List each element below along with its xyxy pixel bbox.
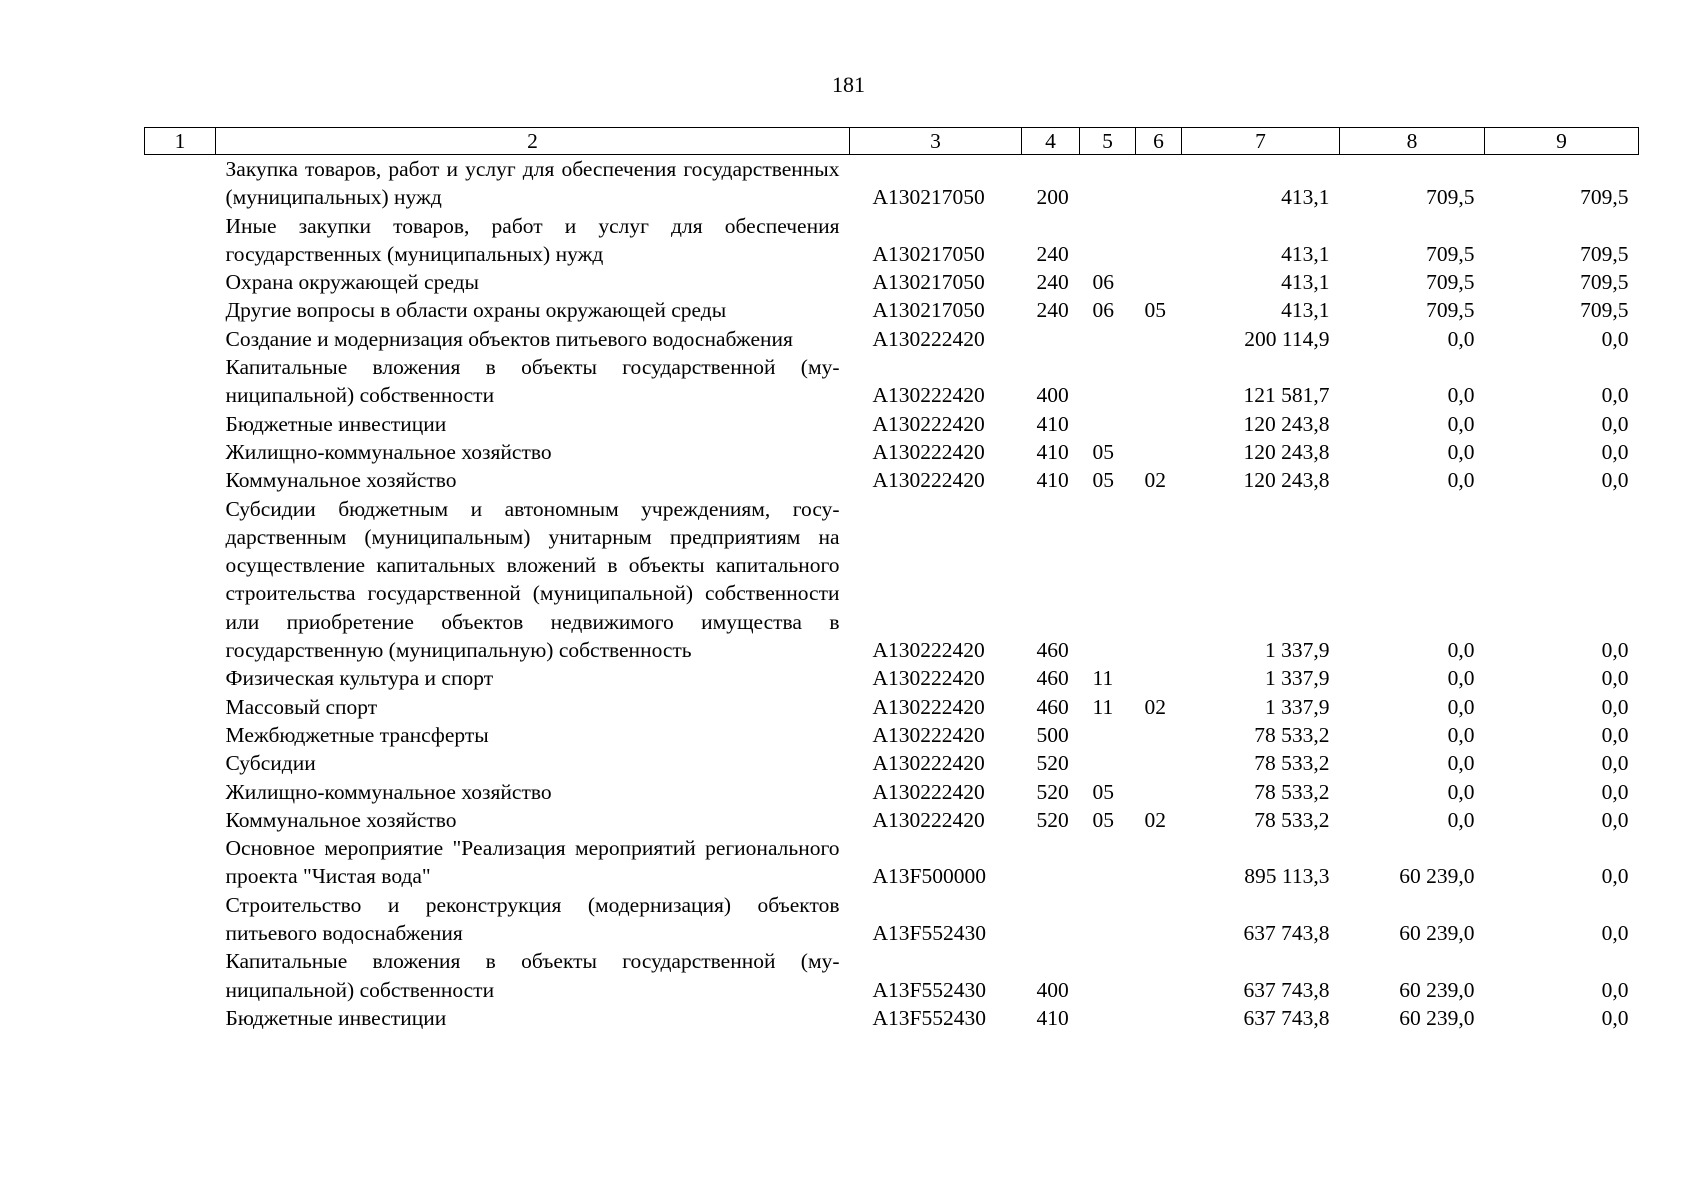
row-amount-year-1: 78 533,2 (1254, 779, 1330, 804)
row-subsection (1136, 834, 1182, 891)
column-header: 3 (850, 128, 1022, 155)
row-amount-year-1: 78 533,2 (1254, 722, 1330, 747)
row-amount-year-2: 0,0 (1447, 383, 1475, 408)
row-subsection (1136, 268, 1182, 296)
row-amount-year-1: 1 337,9 (1265, 694, 1330, 719)
row-empty-cell (145, 410, 216, 438)
row-expense-type: 400 (1036, 383, 1069, 408)
row-amount-year-1: 121 581,7 (1243, 383, 1330, 408)
column-header: 4 (1022, 128, 1080, 155)
budget-table (144, 127, 1639, 1032)
row-subsection: 02 (1144, 468, 1166, 493)
row-amount-year-2: 0,0 (1447, 638, 1475, 663)
row-amount-year-1: 895 113,3 (1244, 864, 1330, 889)
row-section: 06 (1092, 270, 1114, 295)
row-amount-year-2: 0,0 (1447, 326, 1475, 351)
row-empty-cell (145, 296, 216, 324)
column-header: 5 (1080, 128, 1136, 155)
row-amount-year-1: 413,1 (1281, 270, 1330, 295)
column-header: 7 (1182, 128, 1340, 155)
row-code: А130222420 (872, 383, 985, 408)
table-row (145, 749, 1639, 777)
row-amount-year-3: 709,5 (1580, 270, 1629, 295)
row-code: А130222420 (872, 751, 985, 776)
row-empty-cell (145, 778, 216, 806)
row-amount-year-3: 709,5 (1580, 298, 1629, 323)
row-amount-year-3: 0,0 (1601, 1005, 1629, 1030)
row-empty-cell (145, 947, 216, 1004)
row-empty-cell (145, 353, 216, 410)
column-header: 1 (145, 128, 216, 155)
row-code: А13F500000 (872, 864, 986, 889)
table-row (145, 664, 1639, 692)
row-amount-year-2: 709,5 (1426, 185, 1475, 210)
row-code: А130222420 (872, 411, 985, 436)
row-expense-type: 500 (1036, 722, 1069, 747)
row-subsection (1136, 1004, 1182, 1032)
row-section (1080, 495, 1136, 665)
row-amount-year-2: 0,0 (1447, 439, 1475, 464)
table-row (145, 721, 1639, 749)
row-expense-type: 520 (1036, 751, 1069, 776)
row-code: А13F552430 (872, 1005, 986, 1030)
row-amount-year-3: 0,0 (1601, 977, 1629, 1002)
row-code: А130222420 (872, 326, 985, 351)
row-code: А130217050 (872, 270, 985, 295)
row-code: А130222420 (872, 779, 985, 804)
row-subsection (1136, 891, 1182, 948)
row-name: Физическая культура и спорт (225, 666, 494, 691)
row-amount-year-3: 0,0 (1601, 638, 1629, 663)
row-amount-year-3: 0,0 (1601, 807, 1629, 832)
row-subsection (1136, 212, 1182, 269)
row-expense-type: 410 (1036, 411, 1069, 436)
row-code: А13F552430 (872, 921, 986, 946)
row-amount-year-3: 0,0 (1601, 439, 1629, 464)
row-code: А130222420 (872, 807, 985, 832)
row-code: А130222420 (872, 439, 985, 464)
row-amount-year-2: 709,5 (1426, 241, 1475, 266)
row-amount-year-2: 0,0 (1447, 779, 1475, 804)
row-amount-year-3: 709,5 (1580, 241, 1629, 266)
row-empty-cell (145, 466, 216, 494)
row-name: Другие вопросы в области охраны окружающей среды (225, 298, 727, 323)
table-row (145, 834, 1639, 891)
row-empty-cell (145, 806, 216, 834)
row-name: Капитальные вложения в объекты государственной (муниципальной) собственности (225, 949, 840, 1002)
row-section (1080, 1004, 1136, 1032)
table-row (145, 325, 1639, 353)
row-code: А130222420 (872, 666, 985, 691)
row-section (1080, 721, 1136, 749)
row-subsection (1136, 664, 1182, 692)
row-amount-year-3: 709,5 (1580, 185, 1629, 210)
row-empty-cell (145, 155, 216, 212)
row-name: Строительство и реконструкция (модернизация) объектов питьевого водоснабжения (225, 892, 840, 946)
row-code: А130222420 (872, 722, 985, 747)
row-name: Массовый спорт (225, 694, 378, 719)
table-header (145, 128, 1639, 155)
row-amount-year-1: 1 337,9 (1265, 638, 1330, 663)
row-amount-year-2: 60 239,0 (1399, 921, 1475, 946)
row-amount-year-1: 78 533,2 (1254, 751, 1330, 776)
row-amount-year-2: 0,0 (1447, 807, 1475, 832)
row-amount-year-2: 0,0 (1447, 694, 1475, 719)
row-expense-type: 460 (1036, 638, 1069, 663)
row-amount-year-1: 413,1 (1281, 185, 1330, 210)
row-amount-year-3: 0,0 (1601, 694, 1629, 719)
row-section: 05 (1092, 439, 1114, 464)
row-amount-year-3: 0,0 (1601, 864, 1629, 889)
row-amount-year-2: 0,0 (1447, 722, 1475, 747)
row-amount-year-1: 413,1 (1281, 241, 1330, 266)
row-code: А13F552430 (872, 977, 986, 1002)
row-code: А130217050 (872, 185, 985, 210)
row-subsection (1136, 353, 1182, 410)
row-amount-year-1: 637 743,8 (1243, 921, 1330, 946)
row-expense-type: 410 (1036, 1005, 1069, 1030)
row-amount-year-1: 120 243,8 (1243, 411, 1330, 436)
row-amount-year-3: 0,0 (1601, 411, 1629, 436)
row-amount-year-2: 709,5 (1426, 298, 1475, 323)
row-amount-year-1: 413,1 (1281, 298, 1330, 323)
row-expense-type: 460 (1036, 666, 1069, 691)
row-amount-year-3: 0,0 (1601, 921, 1629, 946)
table-row (145, 296, 1639, 324)
row-section (1080, 212, 1136, 269)
table-row (145, 947, 1639, 1004)
row-code: А130217050 (872, 298, 985, 323)
row-amount-year-1: 637 743,8 (1243, 1005, 1330, 1030)
table-row (145, 212, 1639, 269)
row-expense-type: 410 (1036, 439, 1069, 464)
row-name: Коммунальное хозяйство (225, 807, 457, 832)
table-row (145, 806, 1639, 834)
row-subsection: 05 (1144, 298, 1166, 323)
row-code: А130222420 (872, 638, 985, 663)
row-empty-cell (145, 664, 216, 692)
row-subsection (1136, 749, 1182, 777)
row-expense-type: 240 (1036, 298, 1069, 323)
row-section (1080, 155, 1136, 212)
column-header: 9 (1485, 128, 1639, 155)
row-empty-cell (145, 749, 216, 777)
row-expense-type: 200 (1036, 185, 1069, 210)
row-empty-cell (145, 721, 216, 749)
row-empty-cell (145, 325, 216, 353)
row-name: Бюджетные инвестиции (225, 411, 447, 436)
row-amount-year-2: 0,0 (1447, 666, 1475, 691)
row-empty-cell (145, 268, 216, 296)
row-code: А130222420 (872, 694, 985, 719)
row-expense-type: 520 (1036, 779, 1069, 804)
row-name: Жилищно-коммунальное хозяйство (225, 779, 552, 804)
row-subsection (1136, 410, 1182, 438)
row-name: Капитальные вложения в объекты государственной (муниципальной) собственности (225, 355, 840, 408)
table-row (145, 693, 1639, 721)
row-amount-year-1: 1 337,9 (1265, 666, 1330, 691)
row-subsection (1136, 721, 1182, 749)
row-amount-year-1: 200 114,9 (1244, 326, 1330, 351)
row-section: 05 (1092, 807, 1114, 832)
row-name: Основное мероприятие "Реализация мероприятий регионального проекта "Чистая вода" (225, 836, 840, 889)
row-empty-cell (145, 495, 216, 665)
row-subsection: 02 (1144, 807, 1166, 832)
row-section: 05 (1092, 779, 1114, 804)
row-code: А130222420 (872, 468, 985, 493)
table-row (145, 495, 1639, 665)
row-name: Создание и модернизация объектов питьевого водоснабжения (225, 326, 793, 351)
row-section (1080, 834, 1136, 891)
row-amount-year-3: 0,0 (1601, 468, 1629, 493)
table-body (145, 155, 1639, 1033)
row-name: Бюджетные инвестиции (225, 1005, 447, 1030)
row-section (1080, 749, 1136, 777)
row-section: 11 (1092, 666, 1114, 691)
table-row (145, 155, 1639, 212)
row-expense-type: 460 (1036, 694, 1069, 719)
table-row (145, 891, 1639, 948)
table-row (145, 410, 1639, 438)
row-amount-year-2: 0,0 (1447, 411, 1475, 436)
row-expense-type: 520 (1036, 807, 1069, 832)
row-section: 05 (1092, 468, 1114, 493)
row-amount-year-1: 120 243,8 (1243, 439, 1330, 464)
row-section: 11 (1092, 694, 1114, 719)
row-section (1080, 353, 1136, 410)
row-subsection (1136, 438, 1182, 466)
row-section: 06 (1092, 298, 1114, 323)
row-amount-year-3: 0,0 (1601, 666, 1629, 691)
row-expense-type (1022, 834, 1080, 891)
page-number: 181 (832, 72, 865, 97)
row-section (1080, 947, 1136, 1004)
row-subsection (1136, 778, 1182, 806)
row-name: Субсидии бюджетным и автономным учреждениям, государственным (муниципальным) унитарным предприятиям на осуществление капитальных вложений в объекты капитального строительства государственной (муниципальной) собственности или приобретение объектов недвижимого имущества в государственную (муниципальную) собственность (225, 496, 840, 663)
row-subsection (1136, 325, 1182, 353)
table-row (145, 268, 1639, 296)
row-name: Охрана окружающей среды (225, 270, 479, 295)
row-name: Жилищно-коммунальное хозяйство (225, 439, 552, 464)
row-section (1080, 891, 1136, 948)
row-expense-type: 410 (1036, 468, 1069, 493)
row-amount-year-1: 637 743,8 (1243, 977, 1330, 1002)
table-row (145, 353, 1639, 410)
row-empty-cell (145, 834, 216, 891)
row-expense-type: 400 (1036, 977, 1069, 1002)
row-empty-cell (145, 438, 216, 466)
row-empty-cell (145, 212, 216, 269)
row-expense-type (1022, 325, 1080, 353)
row-subsection: 02 (1144, 694, 1166, 719)
row-section (1080, 325, 1136, 353)
row-code: А130217050 (872, 241, 985, 266)
row-section (1080, 410, 1136, 438)
table-row (145, 438, 1639, 466)
row-empty-cell (145, 693, 216, 721)
row-amount-year-3: 0,0 (1601, 383, 1629, 408)
row-amount-year-2: 60 239,0 (1399, 864, 1475, 889)
table-row (145, 466, 1639, 494)
column-header: 8 (1340, 128, 1485, 155)
row-amount-year-3: 0,0 (1601, 751, 1629, 776)
row-amount-year-2: 0,0 (1447, 468, 1475, 493)
row-expense-type: 240 (1036, 270, 1069, 295)
row-amount-year-3: 0,0 (1601, 722, 1629, 747)
row-amount-year-1: 120 243,8 (1243, 468, 1330, 493)
row-name: Закупка товаров, работ и услуг для обеспечения государственных (муниципальных) нужд (225, 157, 840, 210)
column-header: 2 (216, 128, 850, 155)
row-amount-year-1: 78 533,2 (1254, 807, 1330, 832)
row-amount-year-3: 0,0 (1601, 779, 1629, 804)
row-expense-type: 240 (1036, 241, 1069, 266)
row-empty-cell (145, 891, 216, 948)
row-subsection (1136, 947, 1182, 1004)
row-subsection (1136, 155, 1182, 212)
row-amount-year-2: 60 239,0 (1399, 977, 1475, 1002)
row-amount-year-2: 709,5 (1426, 270, 1475, 295)
row-amount-year-2: 60 239,0 (1399, 1005, 1475, 1030)
row-subsection (1136, 495, 1182, 665)
row-name: Субсидии (225, 751, 316, 776)
row-amount-year-3: 0,0 (1601, 326, 1629, 351)
table-row (145, 1004, 1639, 1032)
row-name: Иные закупки товаров, работ и услуг для обеспечения государственных (муниципальных) нужд (225, 213, 840, 266)
row-name: Межбюджетные трансферты (225, 722, 489, 747)
row-amount-year-2: 0,0 (1447, 751, 1475, 776)
table-row (145, 778, 1639, 806)
row-empty-cell (145, 1004, 216, 1032)
column-header: 6 (1136, 128, 1182, 155)
row-name: Коммунальное хозяйство (225, 468, 457, 493)
row-expense-type (1022, 891, 1080, 948)
